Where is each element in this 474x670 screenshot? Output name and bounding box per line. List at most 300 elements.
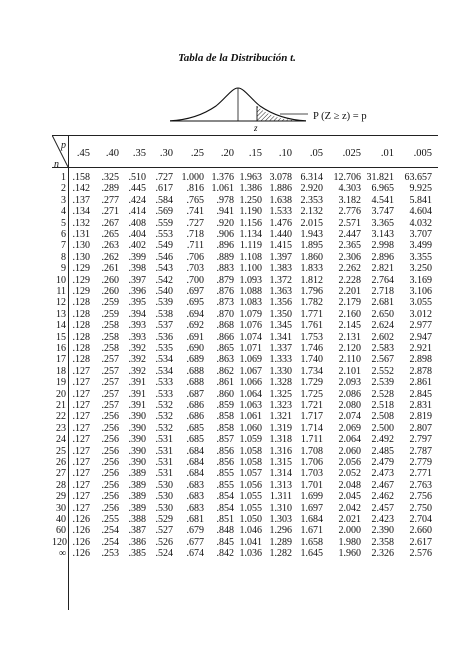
table-cell: .389 [128, 479, 146, 491]
table-cell: 2.704 [409, 514, 432, 525]
table-cell: 2.583 [371, 343, 394, 354]
table-row [52, 332, 438, 344]
table-cell: 1.701 [300, 479, 323, 491]
table-cell: .414 [128, 206, 146, 218]
table-cell: 1.061 [211, 183, 234, 195]
table-cell: 1.315 [269, 457, 292, 468]
table-cell: .259 [101, 308, 119, 320]
table-cell: .393 [128, 320, 146, 332]
table-cell: 2.120 [338, 343, 361, 354]
column-header: .05 [309, 148, 323, 159]
table-cell: 2.467 [371, 479, 394, 491]
table-cell: 1.711 [300, 434, 323, 446]
table-cell: .535 [155, 343, 173, 354]
table-cell: 2.353 [300, 194, 323, 206]
table-cell: 2.473 [371, 468, 394, 480]
table-cell: .390 [128, 411, 146, 423]
table-cell: .677 [186, 536, 204, 548]
table-cell: 2.052 [338, 468, 361, 480]
table-cell: 2.528 [371, 388, 394, 400]
table-cell: 1.058 [239, 445, 262, 457]
table-row [52, 183, 438, 195]
table-cell: 1.833 [300, 263, 323, 275]
table-cell: 1.055 [239, 491, 262, 503]
table-cell: .289 [101, 183, 119, 195]
table-cell: 1.066 [239, 377, 262, 389]
table-cell: 1.059 [239, 434, 262, 446]
table-cell: 3.707 [409, 229, 432, 240]
degrees-of-freedom: 16 [56, 343, 66, 354]
table-cell: .399 [128, 251, 146, 263]
table-cell: 2.947 [409, 331, 432, 343]
table-cell: .257 [101, 400, 119, 411]
table-cell: 6.965 [371, 183, 394, 195]
table-cell: 2.508 [371, 411, 394, 423]
table-cell: 2.110 [338, 354, 361, 366]
table-cell: 2.021 [338, 514, 361, 525]
table-cell: .256 [101, 411, 119, 423]
table-cell: 2.602 [371, 331, 394, 343]
column-header: .005 [413, 148, 432, 159]
table-cell: .727 [186, 217, 204, 229]
table-cell: .254 [101, 525, 119, 537]
table-cell: .277 [101, 194, 119, 206]
table-cell: .539 [155, 297, 173, 309]
table-cell: .325 [101, 172, 119, 183]
table-cell: .126 [72, 548, 90, 560]
table-cell: .262 [101, 251, 119, 263]
table-cell: .257 [101, 365, 119, 377]
table-cell: 3.106 [409, 286, 432, 297]
table-cell: .920 [216, 217, 234, 229]
table-cell: .855 [216, 468, 234, 480]
table-cell: .392 [128, 365, 146, 377]
table-cell: .127 [72, 502, 90, 514]
table-cell: 1.083 [239, 297, 262, 309]
degrees-of-freedom: 5 [61, 217, 66, 229]
degrees-of-freedom: 12 [56, 297, 66, 309]
table-cell: .553 [155, 229, 173, 240]
table-cell: .256 [101, 457, 119, 468]
table-cell: 1.330 [269, 365, 292, 377]
table-cell: 1.250 [239, 194, 262, 206]
table-cell: 2.485 [371, 445, 394, 457]
table-cell: .543 [155, 263, 173, 275]
table-cell: 1.093 [239, 274, 262, 286]
degrees-of-freedom: 11 [56, 286, 66, 297]
table-cell: 4.303 [338, 183, 361, 195]
table-cell: .256 [101, 502, 119, 514]
table-cell: 1.071 [239, 343, 262, 354]
table-cell: 1.056 [239, 479, 262, 491]
degrees-of-freedom: 40 [56, 514, 66, 525]
table-cell: 1.074 [239, 331, 262, 343]
table-cell: 1.376 [211, 172, 234, 183]
table-cell: .527 [155, 525, 173, 537]
table-cell: .390 [128, 457, 146, 468]
table-cell: 1.060 [239, 422, 262, 434]
table-cell: .718 [186, 229, 204, 240]
table-cell: .711 [186, 240, 204, 252]
table-cell: .254 [101, 536, 119, 548]
table-cell: 1.108 [239, 251, 262, 263]
table-cell: .385 [128, 548, 146, 560]
table-cell: .126 [72, 514, 90, 525]
table-cell: 2.797 [409, 434, 432, 446]
table-cell: .158 [72, 172, 90, 183]
probability-label: P (Z ≥ z) = p [313, 111, 367, 122]
table-cell: 2.462 [371, 491, 394, 503]
table-cell: 2.650 [371, 308, 394, 320]
table-cell: 2.552 [371, 365, 394, 377]
table-cell: .128 [72, 308, 90, 320]
column-header: .40 [105, 148, 119, 159]
table-row [52, 286, 438, 298]
table-cell: 1.717 [300, 411, 323, 423]
table-cell: .137 [72, 194, 90, 206]
table-cell: .267 [101, 217, 119, 229]
t-table [52, 135, 438, 610]
table-cell: .854 [216, 491, 234, 503]
table-cell: 1.725 [300, 388, 323, 400]
table-cell: .531 [155, 457, 173, 468]
table-cell: .906 [216, 229, 234, 240]
table-cell: .126 [72, 525, 90, 537]
column-header: .30 [159, 148, 173, 159]
degrees-of-freedom: 29 [56, 491, 66, 503]
table-cell: 1.069 [239, 354, 262, 366]
table-cell: .536 [155, 331, 173, 343]
degrees-of-freedom: 26 [56, 457, 66, 468]
table-cell: .542 [155, 274, 173, 286]
table-cell: 1.046 [239, 525, 262, 537]
table-cell: .681 [186, 514, 204, 525]
table-cell: 1.076 [239, 320, 262, 332]
table-row [52, 172, 438, 184]
table-cell: .856 [216, 457, 234, 468]
table-cell: 2.000 [338, 525, 361, 537]
table-cell: 1.895 [300, 240, 323, 252]
table-cell: 1.314 [269, 468, 292, 480]
table-cell: .534 [155, 365, 173, 377]
table-cell: 1.100 [239, 263, 262, 275]
table-cell: 3.055 [409, 297, 432, 309]
table-cell: 2.624 [371, 320, 394, 332]
table-row [52, 377, 438, 389]
table-cell: .260 [101, 274, 119, 286]
table-cell: 12.706 [333, 172, 361, 183]
table-cell: 1.684 [300, 514, 323, 525]
table-cell: .683 [186, 479, 204, 491]
table-cell: .857 [216, 434, 234, 446]
table-row [52, 229, 438, 241]
table-cell: 1.000 [181, 172, 204, 183]
table-cell: 1.363 [269, 286, 292, 297]
table-cell: 2.228 [338, 274, 361, 286]
table-cell: .861 [216, 377, 234, 389]
table-cell: 1.771 [300, 308, 323, 320]
table-cell: 1.313 [269, 479, 292, 491]
table-cell: .127 [72, 388, 90, 400]
table-cell: 1.761 [300, 320, 323, 332]
table-cell: 1.703 [300, 468, 323, 480]
table-cell: 1.341 [269, 331, 292, 343]
table-cell: .530 [155, 502, 173, 514]
table-cell: .390 [128, 422, 146, 434]
table-cell: 1.316 [269, 445, 292, 457]
degrees-of-freedom: 14 [56, 320, 66, 332]
table-cell: 2.518 [371, 400, 394, 411]
table-cell: 1.311 [269, 491, 292, 503]
table-cell: 3.169 [409, 274, 432, 286]
table-row [52, 297, 438, 309]
table-cell: .896 [216, 240, 234, 252]
table-cell: .683 [186, 491, 204, 503]
table-cell: 1.386 [239, 183, 262, 195]
table-cell: .879 [216, 274, 234, 286]
top-rule [52, 135, 438, 136]
table-cell: .686 [186, 400, 204, 411]
table-cell: 2.718 [371, 286, 394, 297]
table-cell: 1.383 [269, 263, 292, 275]
table-cell: .127 [72, 400, 90, 411]
table-cell: .679 [186, 525, 204, 537]
table-cell: 1.055 [239, 502, 262, 514]
degrees-of-freedom: 23 [56, 422, 66, 434]
table-cell: 2.764 [371, 274, 394, 286]
table-cell: .393 [128, 331, 146, 343]
table-cell: .538 [155, 308, 173, 320]
table-cell: 1.303 [269, 514, 292, 525]
table-cell: 2.763 [409, 479, 432, 491]
table-cell: .684 [186, 445, 204, 457]
table-cell: 2.878 [409, 365, 432, 377]
table-cell: 6.314 [300, 172, 323, 183]
table-cell: 2.921 [409, 343, 432, 354]
table-cell: .387 [128, 525, 146, 537]
table-cell: 1.296 [269, 525, 292, 537]
table-cell: .388 [128, 514, 146, 525]
table-cell: 1.645 [300, 548, 323, 560]
table-row [52, 525, 438, 537]
table-cell: 2.145 [338, 320, 361, 332]
table-cell: 1.372 [269, 274, 292, 286]
column-header: .10 [278, 148, 292, 159]
column-header: .25 [190, 148, 204, 159]
degrees-of-freedom: 15 [56, 331, 66, 343]
table-cell: 63.657 [404, 172, 432, 183]
table-cell: .390 [128, 434, 146, 446]
table-cell: .941 [216, 206, 234, 218]
table-cell: .703 [186, 263, 204, 275]
table-cell: .257 [101, 377, 119, 389]
table-cell: .392 [128, 343, 146, 354]
table-cell: .128 [72, 297, 90, 309]
table-cell: 3.499 [409, 240, 432, 252]
table-cell: .684 [186, 468, 204, 480]
table-cell: 1.050 [239, 514, 262, 525]
table-cell: 2.681 [371, 297, 394, 309]
table-row [52, 480, 438, 492]
table-cell: 2.048 [338, 479, 361, 491]
table-cell: .263 [101, 240, 119, 252]
table-cell: .127 [72, 445, 90, 457]
table-cell: .424 [128, 194, 146, 206]
table-cell: .876 [216, 286, 234, 297]
table-cell: .130 [72, 240, 90, 252]
table-cell: .842 [216, 548, 234, 560]
table-cell: .142 [72, 183, 90, 195]
table-cell: 1.671 [300, 525, 323, 537]
table-cell: 2.776 [338, 206, 361, 218]
degrees-of-freedom: 10 [56, 274, 66, 286]
table-cell: 1.067 [239, 365, 262, 377]
table-row [52, 309, 438, 321]
table-row [52, 240, 438, 252]
table-cell: 1.345 [269, 320, 292, 332]
table-cell: .404 [128, 229, 146, 240]
table-cell: .686 [186, 411, 204, 423]
table-cell: .258 [101, 320, 119, 332]
table-cell: 2.326 [371, 548, 394, 560]
table-cell: 2.750 [409, 502, 432, 514]
table-cell: .816 [186, 183, 204, 195]
degrees-of-freedom: 18 [56, 365, 66, 377]
table-cell: 1.079 [239, 308, 262, 320]
table-cell: .526 [155, 536, 173, 548]
table-cell: 2.080 [338, 400, 361, 411]
table-cell: 2.306 [338, 251, 361, 263]
table-cell: 2.819 [409, 411, 432, 423]
table-row [52, 411, 438, 423]
table-cell: 3.078 [269, 172, 292, 183]
table-cell: .559 [155, 217, 173, 229]
table-cell: .674 [186, 548, 204, 560]
table-cell: 2.861 [409, 377, 432, 389]
table-row [52, 252, 438, 264]
table-cell: .694 [186, 308, 204, 320]
table-cell: .684 [186, 457, 204, 468]
table-cell: 2.898 [409, 354, 432, 366]
table-cell: .537 [155, 320, 173, 332]
table-cell: .860 [216, 388, 234, 400]
table-cell: .530 [155, 491, 173, 503]
table-cell: 1.721 [300, 400, 323, 411]
table-cell: 1.440 [269, 229, 292, 240]
table-cell: 3.182 [338, 194, 361, 206]
degrees-of-freedom: 28 [56, 479, 66, 491]
table-cell: 3.143 [371, 229, 394, 240]
degrees-of-freedom: 17 [56, 354, 66, 366]
table-cell: 2.571 [338, 217, 361, 229]
table-cell: .865 [216, 343, 234, 354]
table-cell: .546 [155, 251, 173, 263]
table-cell: 2.132 [300, 206, 323, 218]
table-cell: .695 [186, 297, 204, 309]
table-cell: .391 [128, 388, 146, 400]
table-cell: .128 [72, 354, 90, 366]
column-header: .20 [220, 148, 234, 159]
degrees-of-freedom: 60 [56, 525, 66, 537]
table-row [52, 446, 438, 458]
table-row [52, 548, 438, 560]
degrees-of-freedom: 19 [56, 377, 66, 389]
table-cell: 1.714 [300, 422, 323, 434]
table-cell: 1.328 [269, 377, 292, 389]
table-cell: 1.356 [269, 297, 292, 309]
table-cell: .128 [72, 320, 90, 332]
table-row [52, 275, 438, 287]
table-cell: .397 [128, 274, 146, 286]
table-cell: 5.841 [409, 194, 432, 206]
table-cell: .261 [101, 263, 119, 275]
table-cell: .689 [186, 354, 204, 366]
table-cell: .129 [72, 263, 90, 275]
table-row [52, 457, 438, 469]
t-distribution-curve [168, 82, 308, 134]
column-header: .025 [342, 148, 361, 159]
table-cell: .531 [155, 445, 173, 457]
degrees-of-freedom: 22 [56, 411, 66, 423]
degrees-of-freedom: 6 [61, 229, 66, 240]
table-cell: .697 [186, 286, 204, 297]
table-row [52, 320, 438, 332]
table-cell: .257 [101, 354, 119, 366]
table-cell: 2.771 [409, 468, 432, 480]
table-row [52, 491, 438, 503]
table-cell: .531 [155, 434, 173, 446]
table-cell: .870 [216, 308, 234, 320]
table-cell: 1.064 [239, 388, 262, 400]
table-cell: .868 [216, 320, 234, 332]
table-cell: .398 [128, 263, 146, 275]
table-row [52, 263, 438, 275]
degrees-of-freedom: 27 [56, 468, 66, 480]
table-cell: 2.500 [371, 422, 394, 434]
table-cell: 2.201 [338, 286, 361, 297]
column-header: .15 [248, 148, 262, 159]
table-cell: 1.963 [239, 172, 262, 183]
table-cell: .531 [155, 468, 173, 480]
table-cell: 2.896 [371, 251, 394, 263]
table-cell: .691 [186, 331, 204, 343]
page-title: Tabla de la Distribución t. [178, 52, 296, 64]
table-cell: .530 [155, 479, 173, 491]
table-cell: 2.423 [371, 514, 394, 525]
table-cell: 1.706 [300, 457, 323, 468]
table-cell: .402 [128, 240, 146, 252]
table-cell: 1.134 [239, 229, 262, 240]
table-cell: 2.539 [371, 377, 394, 389]
table-cell: 2.015 [300, 217, 323, 229]
table-cell: 2.821 [371, 263, 394, 275]
degrees-of-freedom: 25 [56, 445, 66, 457]
table-cell: 1.740 [300, 354, 323, 366]
column-header: .35 [132, 148, 146, 159]
table-row [52, 389, 438, 401]
table-cell: 1.156 [239, 217, 262, 229]
z-axis-label: z [254, 123, 258, 133]
table-cell: 2.069 [338, 422, 361, 434]
column-header: .45 [76, 148, 90, 159]
table-cell: .127 [72, 365, 90, 377]
table-cell: .688 [186, 377, 204, 389]
table-cell: 2.920 [300, 183, 323, 195]
table-cell: 3.747 [371, 206, 394, 218]
table-cell: .858 [216, 422, 234, 434]
table-cell: .690 [186, 343, 204, 354]
table-cell: 2.779 [409, 457, 432, 468]
